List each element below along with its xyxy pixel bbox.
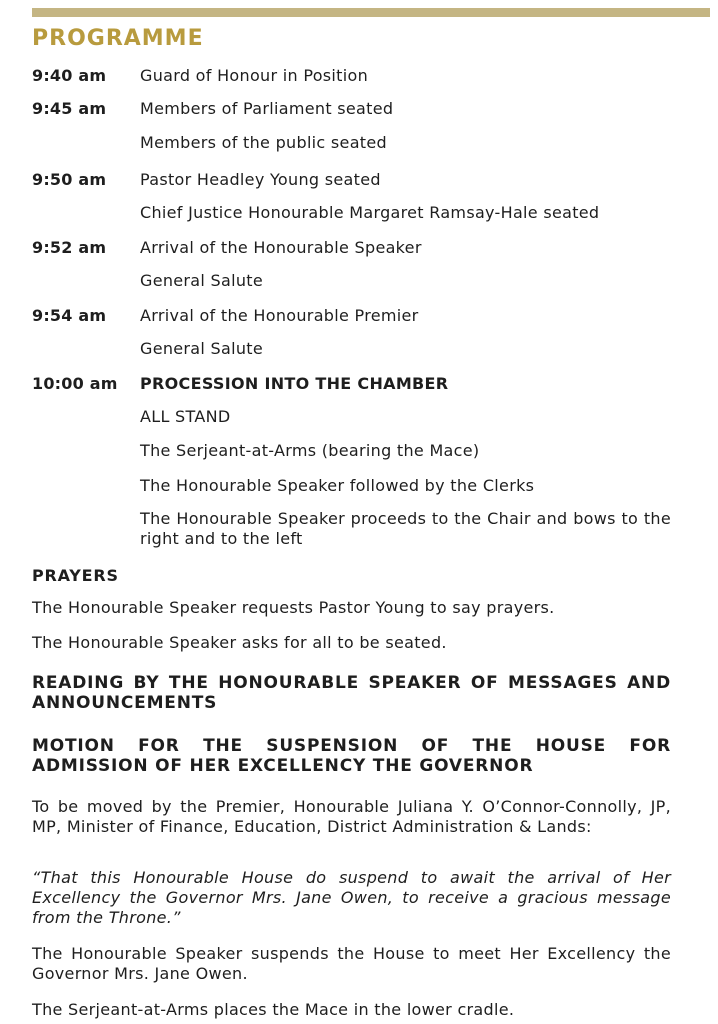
prayers-line: The Honourable Speaker asks for all to be seated. bbox=[32, 633, 447, 652]
motion-suspend: The Honourable Speaker suspends the House to meet Her Excellency the Governor Mrs. Jane Owen. bbox=[32, 944, 671, 983]
motion-heading: MOTION FOR THE SUSPENSION OF THE HOUSE FOR ADMISSION OF HER EXCELLENCY THE GOVERNOR bbox=[32, 736, 671, 776]
schedule-desc: ALL STAND bbox=[140, 407, 231, 426]
schedule-time: 9:52 am bbox=[32, 238, 107, 257]
schedule-desc: General Salute bbox=[140, 271, 264, 290]
page-title: PROGRAMME bbox=[32, 26, 204, 51]
header-divider-bar bbox=[32, 8, 710, 17]
motion-quote: “That this Honourable House do suspend to await the arrival of Her Excellency the Governor Mrs. Jane Owen, to receive a gracious message from the Throne.” bbox=[32, 868, 671, 927]
schedule-time: 9:54 am bbox=[32, 306, 107, 325]
schedule-time: 9:50 am bbox=[32, 170, 107, 189]
schedule-time: 10:00 am bbox=[32, 374, 118, 393]
motion-mover: To be moved by the Premier, Honourable Juliana Y. O’Connor-Connolly, JP, MP, Minister of Finance, Education, District Administration & Lands: bbox=[32, 797, 671, 836]
schedule-desc: The Serjeant-at-Arms (bearing the Mace) bbox=[140, 441, 480, 460]
motion-mace: The Serjeant-at-Arms places the Mace in the lower cradle. bbox=[32, 1000, 515, 1019]
schedule-time: 9:40 am bbox=[32, 66, 107, 85]
schedule-desc: Arrival of the Honourable Speaker bbox=[140, 238, 422, 257]
schedule-time: 9:45 am bbox=[32, 99, 107, 118]
prayers-heading: PRAYERS bbox=[32, 566, 119, 585]
schedule-desc: Members of Parliament seated bbox=[140, 99, 394, 118]
schedule-desc: Arrival of the Honourable Premier bbox=[140, 306, 419, 325]
schedule-desc: PROCESSION INTO THE CHAMBER bbox=[140, 374, 449, 393]
schedule-desc: Pastor Headley Young seated bbox=[140, 170, 381, 189]
schedule-desc: The Honourable Speaker followed by the Clerks bbox=[140, 476, 535, 495]
schedule-desc: Members of the public seated bbox=[140, 133, 387, 152]
prayers-line: The Honourable Speaker requests Pastor Young to say prayers. bbox=[32, 598, 555, 617]
schedule-desc: Guard of Honour in Position bbox=[140, 66, 369, 85]
schedule-desc: Chief Justice Honourable Margaret Ramsay-Hale seated bbox=[140, 203, 600, 222]
schedule-desc: The Honourable Speaker proceeds to the Chair and bows to the right and to the left bbox=[140, 509, 671, 548]
reading-heading: READING BY THE HONOURABLE SPEAKER OF MESSAGES AND ANNOUNCEMENTS bbox=[32, 673, 671, 713]
schedule-desc: General Salute bbox=[140, 339, 264, 358]
